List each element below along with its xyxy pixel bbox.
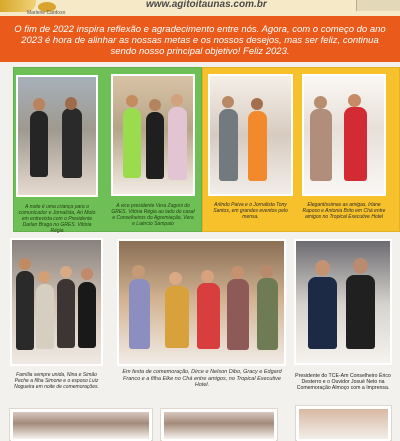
photo-festa-comemoracao — [117, 239, 286, 366]
bottom-photo-left — [11, 410, 151, 441]
person-figure — [248, 111, 267, 181]
person-figure — [219, 109, 238, 181]
photo-caption: Arlindo Paiva e o Jornalista Tony Santos, em grandes eventos pelo mensa. — [213, 202, 288, 220]
person-figure — [168, 107, 187, 180]
person-head — [260, 265, 273, 278]
person-figure — [227, 279, 249, 350]
person-figure — [257, 278, 278, 350]
person-head — [33, 98, 45, 111]
photo-caption: Em festa de comemoração, Dirce e Nelson Dibo, Gracy e Edgard Franco e a filha Elke no Chá entre amigos, no Tropical Executive Hotel. — [122, 369, 282, 388]
person-figure — [310, 109, 332, 181]
person-head — [19, 258, 31, 270]
banner-message: O fim de 2022 inspira reflexão e agradecimento entre nós. Agora, com o começo do ano 2023 é hora de alinhar as nossas metas e os nossos desejos, mas ser feliz, continua sendo nosso principal objetivo! Feliz 2023. — [14, 24, 386, 57]
photo-caption: A vice presidente Vera Zagoni do GRES. Vitória Régia ao lado do casal e Conselheiros do Agremiação, Vera e Laércio Sampaio — [111, 203, 195, 227]
header-bar — [0, 0, 400, 16]
person-head — [169, 272, 182, 285]
photo-caption: Presidente do TCE-Am Conselheiro Érico Desterro e o Ouvidor Josué Neto na Comemoração Almoço com a Imprensa. — [295, 373, 391, 392]
website-link[interactable]: www.agitoitaunas.com.br — [146, 0, 267, 10]
person-figure — [123, 108, 141, 178]
person-figure — [346, 275, 375, 349]
person-head — [314, 96, 327, 109]
bottom-photo-middle — [162, 410, 276, 441]
person-figure — [308, 277, 337, 349]
person-figure — [78, 282, 96, 348]
person-figure — [129, 279, 150, 349]
photo-familia-unida — [10, 238, 103, 366]
person-figure — [62, 108, 82, 178]
person-head — [251, 98, 263, 110]
person-figure — [344, 107, 367, 181]
photo-caption: Família sempre unida, Nina e Simão Peche a filha Simone e o esposo Luiz Nogueira em noite de comemorações. — [14, 372, 99, 390]
photo-caption: Elegantíssimas as amigas, Irlane Raposo e Antonia Brito em Chá entre amigos no Tropical Executive Hotel — [302, 202, 386, 220]
person-head — [81, 268, 93, 280]
person-head — [38, 271, 50, 283]
photo-elegantissimas — [302, 74, 386, 196]
person-figure — [165, 286, 189, 348]
person-figure — [146, 112, 164, 179]
photo-caption: A noite é uma criança para o comunicador e Jornalista, Ari Moto em entrevista com o Presidente Darlan Braga no GRES. Vitória Régia — [18, 204, 96, 234]
person-head — [132, 265, 145, 278]
person-figure — [197, 283, 220, 349]
photo-vice-presidente — [111, 74, 195, 196]
person-head — [348, 94, 361, 107]
person-figure — [16, 271, 34, 350]
person-head — [315, 260, 330, 276]
person-figure — [36, 284, 54, 349]
person-head — [201, 270, 214, 283]
photo-entrevista — [16, 75, 98, 197]
person-head — [171, 94, 183, 106]
person-head — [60, 266, 72, 278]
person-head — [149, 99, 161, 111]
person-head — [222, 96, 234, 108]
photo-tce-am — [294, 239, 392, 365]
author-label: Marlene Cardoso — [27, 10, 66, 16]
person-figure — [30, 111, 48, 177]
person-head — [353, 258, 368, 274]
person-head — [126, 95, 138, 107]
header-box — [356, 0, 400, 11]
person-head — [231, 266, 244, 279]
person-head — [65, 97, 77, 110]
bottom-photo-right — [297, 407, 390, 441]
person-figure — [57, 279, 75, 348]
photo-arlindo-paiva — [208, 74, 293, 196]
